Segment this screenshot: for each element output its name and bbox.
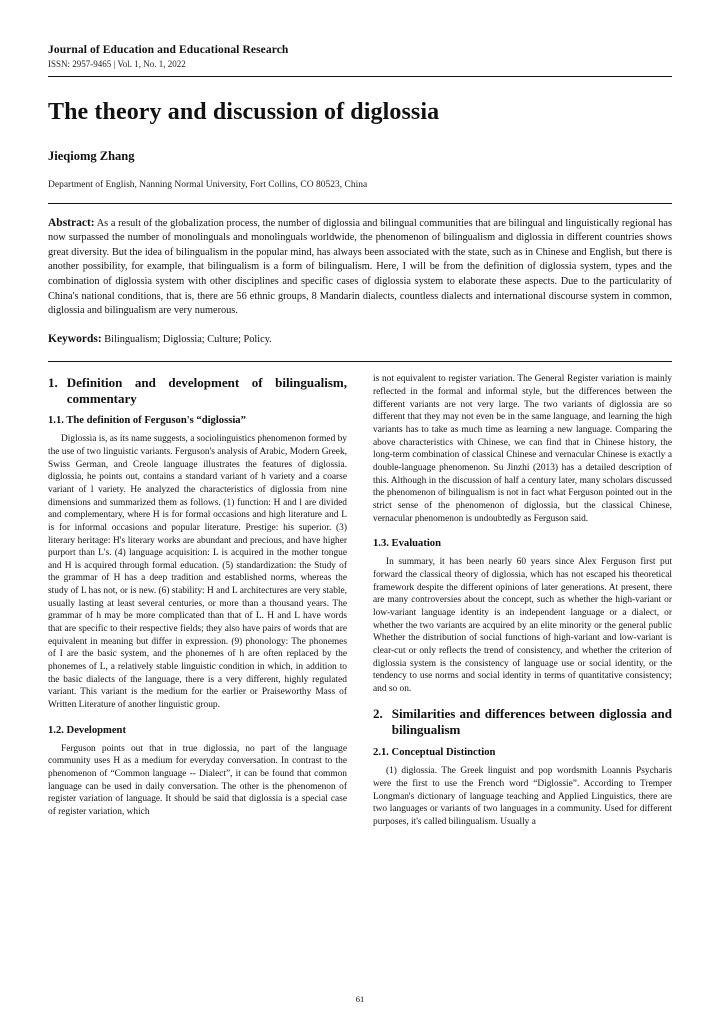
section-number-1: 1. bbox=[48, 375, 58, 391]
body-rule bbox=[48, 361, 672, 362]
keywords-label: Keywords: bbox=[48, 332, 102, 345]
paragraph-1-2-1: Ferguson points out that in true diglossia, no part of the language community uses H as a medium for everyday conversation. In contrast to the phenomenon of “Common language -- Dialect”, it can be found that common language can be used in daily conversation. The other is the phenomenon of register variation of language. It should be said that diglossia is a special case of register variation, which bbox=[48, 743, 347, 817]
abstract-block bbox=[48, 215, 672, 319]
section-heading-1 bbox=[48, 375, 347, 407]
section-heading-2 bbox=[373, 706, 672, 738]
keywords-block bbox=[48, 331, 672, 348]
page-title: The theory and discussion of diglossia bbox=[48, 99, 440, 125]
column-left bbox=[48, 373, 347, 828]
section-spacer bbox=[373, 695, 672, 704]
paragraph-1-2-continued: is not equivalent to register variation. The General Register variation is mainly reflected in the formal and informal style, but the differences between the different variants are not very large. The two variants of diglossia are so different that they may not even be in the same language, and learning the high variants has to take as much time as learning a new language. Comparing the above characteristics with Chinese, we can find that in Chinese history, the long-term combination of classical Chinese and vernacular Chinese is exactly a double-language phenomenon. Su Jinzhi (2013) has a detailed description of this. Although in the discussion of half a century later, many scholars discussed the phenomenon of bilingualism is not in fact what Ferguson pointed out in the strict sense of the phenomenon of diglossia, but the classical Chinese, vernacular phenomenon is undoubtedly as Ferguson said. bbox=[373, 374, 672, 524]
journal-meta: ISSN: 2957-9465 | Vol. 1, No. 1, 2022 bbox=[48, 59, 186, 69]
section-title-1: Definition and development of bilingualism, commentary bbox=[66, 375, 347, 407]
paragraph-1-3-1: In summary, it has been nearly 60 years since Alex Ferguson first put forward the classical theory of diglossia, which has not escaped his theoretical framework despite the different opinions of later generations. At present, there are many controversies about the concept, such as whether the high-variant or low-variant language identity is an independent language or a dialect, or whether the two variants are acquired by an elite minority or the general public Whether the distribution of social functions of high-variant and low-variant is clear-cut or only reflects the trend of consistency, and whether the criterion of diglossia system is the consistency of language use or social identity, or the tendency to use norms and social identity in terms of quantitative consistency; and so on. bbox=[373, 557, 672, 694]
subsection-heading-1-3: 1.3. Evaluation bbox=[373, 538, 441, 550]
paragraph-1-1-1: Diglossia is, as its name suggests, a sociolinguistics phenomenon formed by the use of two linguistic variants. Ferguson's analysis of Arabic, Modern Greek, Swiss German, and Creole language illustrates the features of diglossia. diglossia, he points out, contains a standard variant of h variety and a coarse variant of l variety. He analyzed the characteristics of diglossia from nine dimensions and summarized them as follows. (1) function: H and l are divided and complementary, where H is for formal occasions and high literature and L is for informal occasions and popular literature. Prestige: his superior. (3) literary heritage: H's literary works are abundant and precious, and have higher purport than L's. (4) language acquisition: L is acquired in the mother tongue and H is acquired through formal education. (5) standardization: the Study of the grammar of H has a deep tradition and established norms, whereas the study of L has not, or is new. (6) stability: H and L architectures are very stable, usually lasting at least several centuries, or more than a thousand years. The grammar of h may be more complicated than that of L. H and L have words that are specific to their respective fields; they also have pairs of words that are equivalent in meaning but differ in expression. (9) phonology: The phonemes of I are the basic system, and the phonemes of h are often replaced by the phonemes of L, a relatively stable linguistic condition in which, in addition to the basic dialects of the language, there is a very different, highly regulated variant. This variant is the medium for the earlier or Praiseworthy Mass of Written Literature of another linguistic group. bbox=[48, 434, 347, 710]
journal-header bbox=[48, 44, 672, 77]
header-rule-thick bbox=[48, 76, 672, 77]
author-name: Jieqiomg Zhang bbox=[48, 148, 135, 163]
column-right bbox=[373, 373, 672, 828]
author-affiliation: Department of English, Nanning Normal University, Fort Collins, CO 80523, China bbox=[48, 179, 368, 190]
abstract-label: Abstract: bbox=[48, 216, 95, 229]
section-number-2: 2. bbox=[373, 706, 383, 722]
affiliation-rule bbox=[48, 203, 672, 204]
subsection-heading-1-1: 1.1. The definition of Ferguson's “diglossia” bbox=[48, 415, 246, 427]
journal-name: Journal of Education and Educational Research bbox=[48, 44, 289, 56]
page-number: 61 bbox=[355, 994, 365, 1004]
subsection-heading-1-2: 1.2. Development bbox=[48, 724, 126, 736]
paragraph-2-1-1: (1) diglossia. The Greek linguist and pop wordsmith Loannis Psycharis were the first to use the French word “Diglossie”. According to Tremper Longman's dictionary of language teaching and Applied Linguistics, there are two languages or variants of two languages in a community. Used for different purposes, it's called bilingualism. Usually a bbox=[373, 766, 672, 827]
section-title-2: Similarities and differences between diglossia and bilingualism bbox=[391, 706, 672, 738]
keywords-text: Bilingualism; Diglossia; Culture; Policy. bbox=[101, 333, 272, 345]
abstract-text: As a result of the globalization process, the number of diglossia and bilingual communities that are bilingual and linguistically regional has now surpassed the number of monolinguals and monolinguals worldwide, the phenomenon of bilingualism and diglossia in different countries shows great diversity. But the idea of bilingualism in the popular mind, has always been associated with the state, such as in Chinese and English, but there is another possibility, for example, that bilingualism is a form of bilingualism. Here, I will be from the definition of diglossia system, types and the combination of diglossia system with other disciplines and specific cases of diglossia system to elaborate these aspects. Due to the particularity of China's national conditions, that is, there are 56 ethnic groups, 8 Mandarin dialects, countless dialects and international discourse system in common, diglossia and bilingualism are very numerous. bbox=[48, 217, 672, 317]
subsection-heading-2-1: 2.1. Conceptual Distinction bbox=[373, 747, 496, 759]
body-columns bbox=[48, 373, 672, 828]
